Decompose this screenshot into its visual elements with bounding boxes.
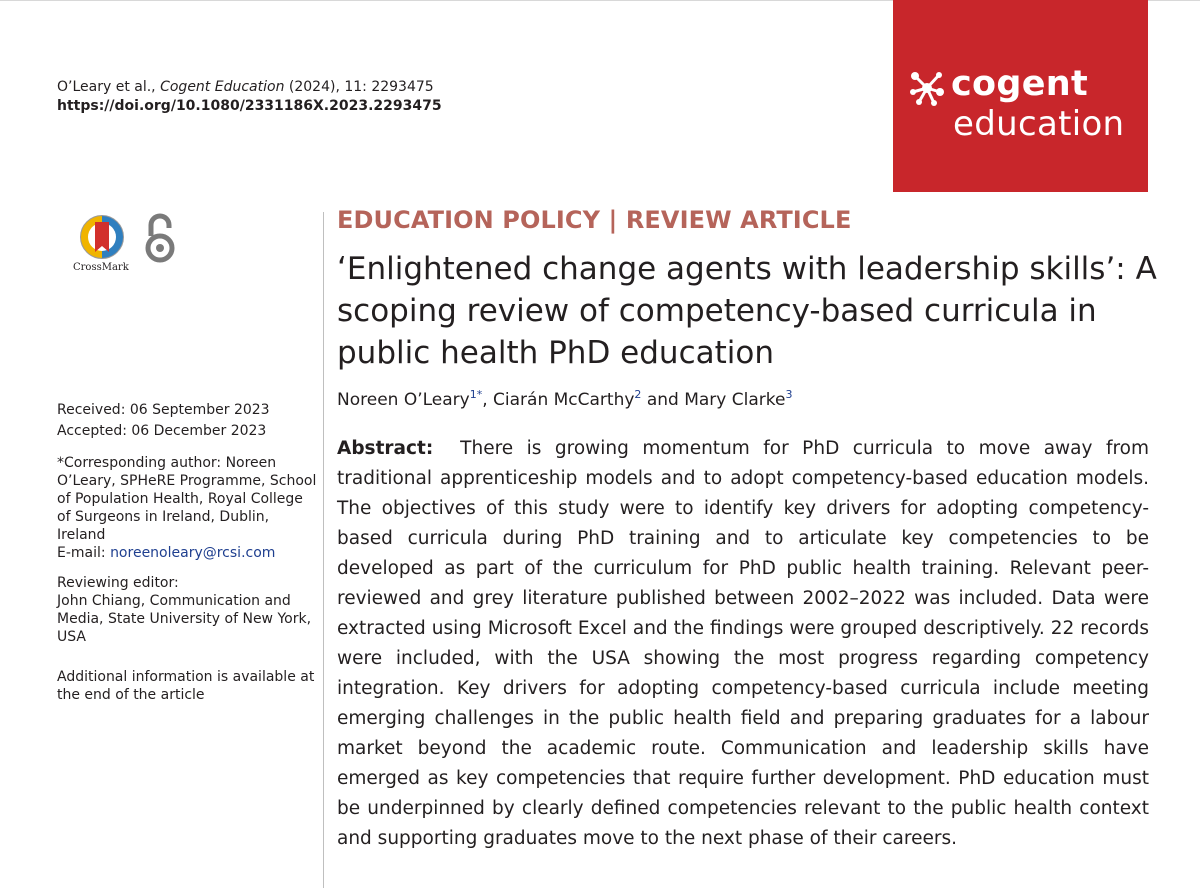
crossmark-icon[interactable]	[76, 214, 132, 264]
author-name[interactable]: Mary Clarke	[684, 390, 786, 410]
citation-authors: O’Leary et al.,	[57, 79, 161, 95]
author-separator: ,	[482, 390, 494, 410]
abstract-text: There is growing momentum for PhD curricula to move away from traditional apprenticeship models and to adopt competency-based education models. The objectives of this study were to identify key drivers for adopting competency-based curricula during PhD training and to articulate key competencies to be developed as part of the curriculum for PhD public health training. Relevant peer-reviewed and grey literature published between 2002–2022 was included. Data were extracted using Microsoft Excel and the findings were grouped descriptively. 22 records were included, with the USA showing the most progress regarding competency integration. Key drivers for adopting competency-based curricula include meeting emerging challenges in the public health field and preparing graduates for a labour market beyond the academic route. Communication and leadership skills have emerged as key competencies that require further development. PhD education must be underpinned by clearly defined competencies relevant to the public health context and supporting graduates move to the next phase of their careers.	[337, 438, 1149, 849]
corresponding-author-text: *Corresponding author: Noreen O’Leary, SPHeRE Programme, School of Population Health, Royal College of Surgeons in Ireland, Dublin, Ireland	[57, 455, 317, 543]
crossmark-label: CrossMark	[73, 262, 129, 273]
journal-logo[interactable]	[893, 0, 1148, 192]
author-name[interactable]: Ciarán McCarthy	[493, 390, 635, 410]
author-affiliation[interactable]: 3	[785, 388, 793, 401]
author-list	[337, 388, 792, 410]
open-access-icon	[143, 212, 177, 264]
email-label: E-mail:	[57, 545, 111, 561]
reviewing-editor-label: Reviewing editor:	[57, 575, 179, 591]
citation-line	[57, 77, 434, 97]
logo-word-cogent: cogent	[951, 64, 1089, 104]
cogent-logo-icon	[907, 68, 947, 108]
citation-details: (2024), 11: 2293475	[284, 79, 434, 95]
additional-info: Additional information is available at the end of the article	[57, 669, 315, 703]
email-link[interactable]: noreenoleary@rcsi.com	[110, 545, 276, 561]
doi-link[interactable]: https://doi.org/10.1080/2331186X.2023.2293475	[57, 98, 442, 114]
accepted-date: Accepted: 06 December 2023	[57, 423, 267, 439]
article-sidebar	[57, 400, 317, 704]
reviewing-editor: John Chiang, Communication and Media, State University of New York, USA	[57, 593, 312, 645]
logo-word-education: education	[953, 104, 1125, 144]
corresponding-author	[57, 454, 317, 562]
author-affiliation[interactable]: 1*	[469, 388, 483, 401]
abstract	[337, 434, 1149, 854]
author-name[interactable]: Noreen O’Leary	[337, 390, 470, 410]
article-category: EDUCATION POLICY | REVIEW ARTICLE	[337, 206, 852, 234]
column-divider	[323, 212, 324, 888]
citation-journal: Cogent Education	[160, 79, 285, 95]
article-title: ‘Enlightened change agents with leadership skills’: A scoping review of competency-based curricula in public health PhD education	[337, 251, 1157, 371]
author-affiliation[interactable]: 2	[634, 388, 642, 401]
abstract-label: Abstract:	[337, 438, 434, 459]
received-date: Received: 06 September 2023	[57, 402, 270, 418]
author-and: and	[641, 390, 685, 410]
